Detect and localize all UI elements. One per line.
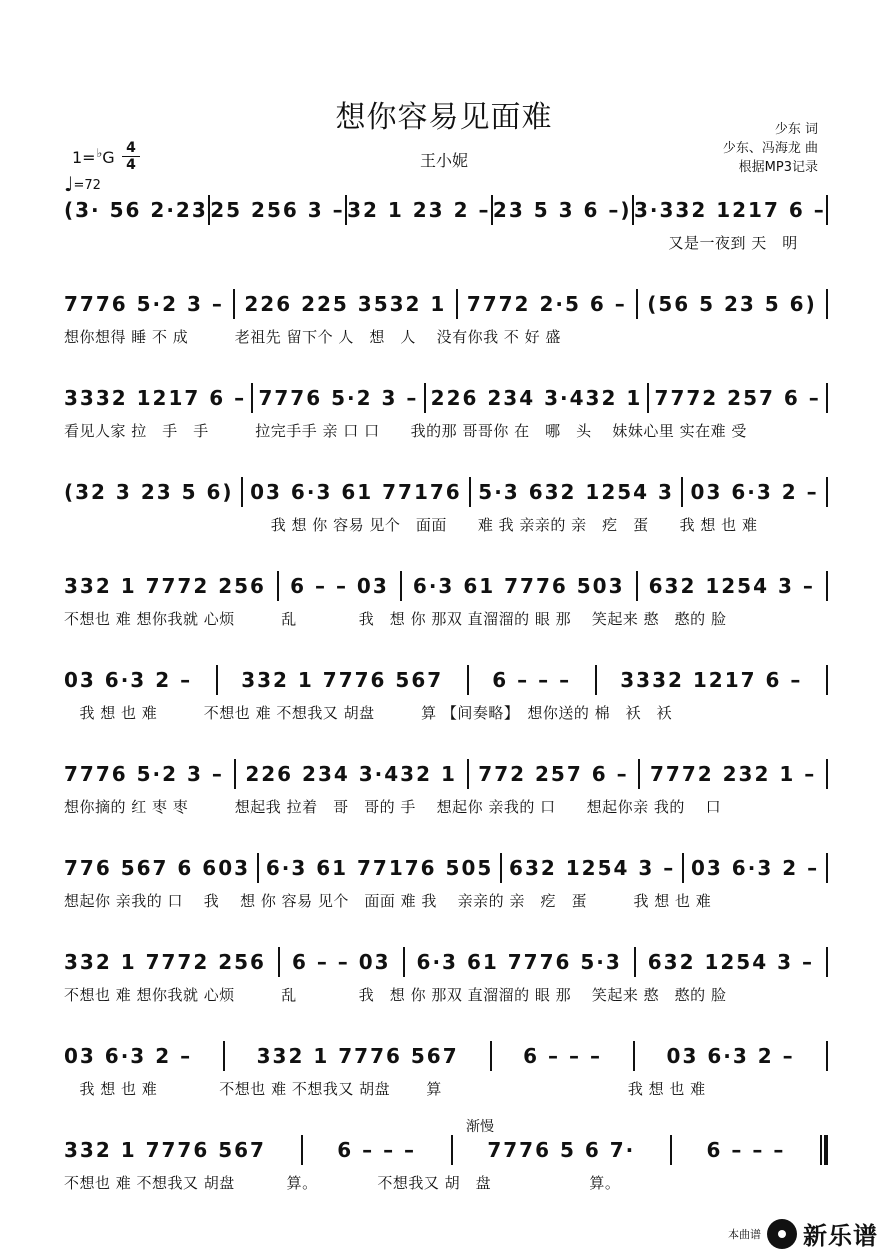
barline: [469, 477, 471, 507]
measure: (56 5 23 5 6): [647, 292, 817, 316]
measure: 7776 5 6 7·: [487, 1138, 636, 1162]
barline: [682, 853, 684, 883]
page-title: 想你容易见面难: [335, 100, 553, 135]
score-system: [64, 754, 828, 820]
transcription-source: 根据MP3记录: [738, 160, 818, 175]
notation-row: [64, 566, 828, 606]
barline: [234, 759, 236, 789]
time-bottom: 4: [126, 157, 136, 173]
flat-sign: ♭: [96, 146, 103, 160]
measure: 3332 1217 6 –: [620, 668, 803, 692]
barline: [403, 947, 405, 977]
lyricist: 少东 词: [774, 122, 818, 137]
barline: [467, 665, 469, 695]
measure: 3332 1217 6 –: [64, 386, 247, 410]
measure: 23 5 3 6 –): [492, 198, 632, 222]
notation-row: [64, 754, 828, 794]
barline: [681, 477, 683, 507]
record-disc-icon: [767, 1219, 797, 1249]
notation-row: [64, 190, 828, 230]
measure: 632 1254 3 –: [648, 574, 815, 598]
measure: 332 1 7776 567: [256, 1044, 459, 1068]
measure: 6 – – –: [337, 1138, 417, 1162]
lyrics-row: 我 想 也 难 不想也 难 不想我又 胡盘 算 我 想 也 难: [64, 1080, 706, 1098]
barline: [638, 759, 640, 789]
barline: [826, 383, 828, 413]
score-system: [64, 378, 828, 444]
measure: 226 234 3·432 1: [430, 386, 643, 410]
notation-row: [64, 660, 828, 700]
notation-row: [64, 1036, 828, 1076]
barline: [595, 665, 597, 695]
measure: 332 1 7772 256: [64, 574, 266, 598]
barline: [636, 289, 638, 319]
credits: [723, 120, 818, 177]
lyrics-row: 看见人家 拉 手 手 拉完手手 亲 口 口 我的那 哥哥你 在 哪 头 妹妹心里 实在难 受: [64, 422, 747, 440]
measure: 7772 232 1 –: [650, 762, 817, 786]
barline: [633, 1041, 635, 1071]
barline: [223, 1041, 225, 1071]
notation-row: [64, 942, 828, 982]
barline: [647, 383, 649, 413]
barline: [490, 1041, 492, 1071]
score-system: [64, 1036, 828, 1102]
measure: 03 6·3 2 –: [690, 480, 819, 504]
measure: 776 567 6 603: [64, 856, 251, 880]
barline: [826, 853, 828, 883]
measure: 226 225 3532 1: [244, 292, 447, 316]
score-system: [64, 190, 828, 256]
measure: 25 256 3 –: [210, 198, 345, 222]
lyrics-row: 不想也 难 想你我就 心烦 乱 我 想 你 那双 直溜溜的 眼 那 笑起来 憨 憨的 脸: [64, 610, 727, 628]
measure: 7772 2·5 6 –: [466, 292, 627, 316]
lyrics-row: 想你想得 睡 不 成 老祖先 留下个 人 想 人 没有你我 不 好 盛: [64, 328, 561, 346]
measure: 632 1254 3 –: [509, 856, 676, 880]
measure: 6 – – 03: [291, 950, 391, 974]
barline: [467, 759, 469, 789]
footer-prefix: 本曲谱: [728, 1227, 761, 1241]
tempo-change-mark: 渐慢: [466, 1119, 494, 1135]
measure: 6 – – –: [523, 1044, 602, 1068]
measure: 3·332 1217 6 –: [633, 198, 826, 222]
barline: [826, 759, 828, 789]
measure: 7772 257 6 –: [654, 386, 821, 410]
footer-brand: [728, 1216, 878, 1251]
barline: [278, 947, 280, 977]
lyrics-row: 我 想 你 容易 见个 面面 难 我 亲亲的 亲 疙 蛋 我 想 也 难: [64, 516, 758, 534]
measure: 6·3 61 77176 505: [265, 856, 494, 880]
barline: [634, 947, 636, 977]
lyrics-row: 不想也 难 想你我就 心烦 乱 我 想 你 那双 直溜溜的 眼 那 笑起来 憨 憨的 脸: [64, 986, 727, 1004]
score-system: [64, 942, 828, 1008]
time-signature: [122, 141, 140, 172]
lyrics-row: 我 想 也 难 不想也 难 不想我又 胡盘 算 【间奏略】 想你送的 棉 袄 袄: [64, 704, 673, 722]
key-note: G: [102, 148, 115, 167]
barline: [424, 383, 426, 413]
barline: [241, 477, 243, 507]
barline: [251, 383, 253, 413]
notation-row: [64, 472, 828, 512]
lyrics-row: 又是一夜到 天 明: [64, 234, 798, 252]
measure: 5·3 632 1254 3: [478, 480, 674, 504]
tempo-value: =72: [73, 178, 101, 193]
barline: [257, 853, 259, 883]
measure: 03 6·3 61 77176: [250, 480, 462, 504]
barline: [451, 1135, 453, 1165]
key-prefix: 1=: [72, 148, 96, 167]
measure: 332 1 7772 256: [64, 950, 266, 974]
measure: 6 – – –: [706, 1138, 786, 1162]
barline: [826, 1041, 828, 1071]
score-system: [64, 848, 828, 914]
measure: (32 3 23 5 6): [64, 480, 234, 504]
measure: 6 – – 03: [290, 574, 389, 598]
notation-row: [64, 1130, 828, 1170]
quarter-note-icon: ♩: [64, 172, 74, 196]
barline: [400, 571, 402, 601]
barline: [456, 289, 458, 319]
composer: 少东、冯海龙 曲: [722, 141, 818, 156]
measure: 6 – – –: [492, 668, 572, 692]
measure: 6·3 61 7776 503: [412, 574, 625, 598]
barline: [301, 1135, 303, 1165]
score-system: [64, 660, 828, 726]
barline: [826, 571, 828, 601]
barline: [826, 665, 828, 695]
notation-row: [64, 848, 828, 888]
notation-row: [64, 378, 828, 418]
brand-name: 新乐谱: [803, 1222, 878, 1250]
barline: [670, 1135, 672, 1165]
score-system: [64, 284, 828, 350]
measure: 632 1254 3 –: [647, 950, 814, 974]
barline: [500, 853, 502, 883]
lyrics-row: 不想也 难 不想我又 胡盘 算。 不想我又 胡 盘 算。: [64, 1174, 621, 1192]
measure: 7776 5·2 3 –: [64, 292, 224, 316]
barline: [826, 947, 828, 977]
barline: [826, 195, 828, 225]
measure: 6·3 61 7776 5·3: [416, 950, 622, 974]
barline: [277, 571, 279, 601]
score-system: [64, 1130, 828, 1196]
measure: (3· 56 2·23: [64, 198, 208, 222]
measure: 03 6·3 2 –: [666, 1044, 795, 1068]
measure: 32 1 23 2 –: [347, 198, 491, 222]
time-top: 4: [126, 140, 136, 156]
measure: 7776 5·2 3 –: [258, 386, 419, 410]
singer: 王小妮: [420, 151, 469, 170]
score-system: [64, 472, 828, 538]
barline: [636, 571, 638, 601]
barline: [826, 477, 828, 507]
measure: 226 234 3·432 1: [245, 762, 457, 786]
final-barline: [820, 1135, 828, 1165]
measure: 332 1 7776 567: [241, 668, 444, 692]
barline: [233, 289, 235, 319]
key-signature: [72, 146, 115, 167]
measure: 7776 5·2 3 –: [64, 762, 224, 786]
notation-row: [64, 284, 828, 324]
barline: [826, 289, 828, 319]
lyrics-row: 想起你 亲我的 口 我 想 你 容易 见个 面面 难 我 亲亲的 亲 疙 蛋 我 想 也 难: [64, 892, 712, 910]
measure: 03 6·3 2 –: [64, 668, 193, 692]
measure: 772 257 6 –: [478, 762, 629, 786]
score-system: [64, 566, 828, 632]
measure: 03 6·3 2 –: [691, 856, 820, 880]
barline: [216, 665, 218, 695]
measure: 332 1 7776 567: [64, 1138, 266, 1162]
measure: 03 6·3 2 –: [64, 1044, 193, 1068]
lyrics-row: 想你摘的 红 枣 枣 想起我 拉着 哥 哥的 手 想起你 亲我的 口 想起你亲 我的 口: [64, 798, 722, 816]
